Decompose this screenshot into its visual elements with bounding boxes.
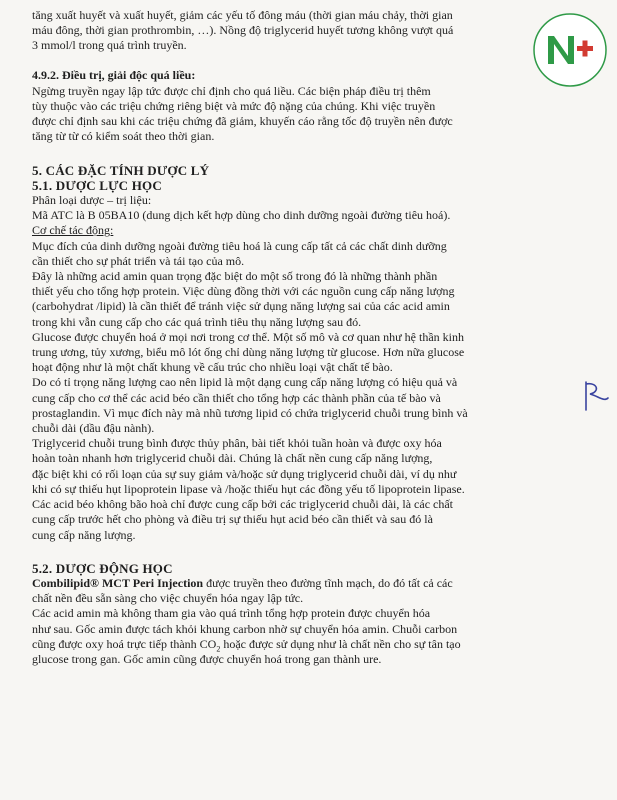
paragraph-text: hoặc được sử dụng như là chất nền cho sự tân tạo <box>220 636 461 651</box>
subscript: 2 <box>216 644 221 654</box>
paragraph-line: (carbohydrat /lipid) là cần thiết để tránh việc sử dụng năng lượng sai của các acid amin <box>32 299 450 314</box>
document-page <box>32 8 577 667</box>
section-heading-5: 5. CÁC ĐẶC TÍNH DƯỢC LÝ <box>32 162 210 178</box>
paragraph-line: Các acid béo không bão hoà chỉ được cung cấp bởi các triglycerid chuỗi dài, là các chất <box>32 497 454 512</box>
paragraph-line: hoàn toàn nhanh hơn triglycerid chuỗi dài. Chúng là chất nền cung cấp năng lượng, <box>32 451 433 466</box>
paragraph-line: cung cấp cho cơ thể các acid béo cần thiết cho tổng hợp các thành phần của tế bào và <box>32 390 441 405</box>
paragraph-line: Ngừng truyền ngay lập tức được chỉ định cho quá liều. Các biện pháp điều trị thêm <box>32 83 431 98</box>
paragraph-line: tùy thuộc vào các triệu chứng riêng biệt và mức độ nặng của chúng. Khi việc truyền <box>32 99 436 114</box>
paragraph-line: Glucose được chuyển hoá ở mọi nơi trong cơ thể. Một số mô và cơ quan như hệ thần kinh <box>32 329 464 344</box>
paragraph-line: tăng từ từ có kiểm soát theo thời gian. <box>32 129 215 144</box>
paragraph-line: cung cấp trước hết cho phòng và điều trị sự thiếu hụt acid béo cần thiết và sau đó là <box>32 512 433 527</box>
product-name: Combilipid® MCT Peri Injection <box>32 575 204 590</box>
paragraph-line <box>32 576 577 591</box>
paragraph-line: Đây là những acid amin quan trọng đặc biệt do một số trong đó là những thành phần <box>32 269 438 284</box>
paragraph-line: trung ương, tủy xương, biểu mô lót ống chỉ dùng năng lượng từ glucose. Hơn nữa glucose <box>32 345 465 360</box>
paragraph-line: prostaglandin. Vì mục đích này mà nhũ tương lipid có chứa triglycerid chuỗi trung bình và <box>32 405 468 420</box>
paragraph-text: cũng được oxy hoá trực tiếp thành CO <box>32 636 217 651</box>
paragraph-line: đặc biệt khi có rối loạn của sự suy giảm và/hoặc sử dụng triglycerid chuỗi dài, ví dụ như <box>32 466 457 481</box>
intro-line: máu đông, thời gian prothrombin, …). Nồng độ triglycerid huyết tương không vượt quá <box>32 23 454 38</box>
paragraph-text: được truyền theo đường tĩnh mạch, do đó tất cả các <box>203 575 453 590</box>
paragraph-line: Do có tỉ trọng năng lượng cao nên lipid là một dạng cung cấp năng lượng có hiệu quả và <box>32 375 458 390</box>
paragraph-line: khi có sự thiếu hụt lipoprotein lipase và /hoặc thiếu hụt các đồng yếu tố lipoprotein lipase. <box>32 481 465 496</box>
paragraph-line: hoạt động như là một chất khung về cấu trúc cho nhiều loại vật chất tế bào. <box>32 360 393 375</box>
paragraph-line: cần thiết cho sự phát triển và tái tạo của mô. <box>32 253 245 268</box>
atc-code: Mã ATC là B 05BA10 (dung dịch kết hợp dùng cho dinh dưỡng ngoài đường tiêu hoá). <box>32 208 451 223</box>
paragraph-line <box>32 637 577 652</box>
section-heading-5-2: 5.2. DƯỢC ĐỘNG HỌC <box>32 560 173 576</box>
paragraph-line: trong khi vẫn cung cấp cho các quá trình tiêu thụ năng lượng sau đó. <box>32 314 362 329</box>
paragraph-line: chất nền đều sẵn sàng cho việc chuyển hóa ngay lập tức. <box>32 591 304 606</box>
paragraph-line: được chỉ định sau khi các triệu chứng đã giảm, khuyến cáo rằng tốc độ truyền nên được <box>32 114 453 129</box>
section-heading-5-1: 5.1. DƯỢC LỰC HỌC <box>32 177 162 193</box>
paragraph-line: Mục đích của dinh dưỡng ngoài đường tiêu hoá là cung cấp tất cả các chất dinh dưỡng <box>32 238 447 253</box>
classification-label: Phân loại dược – trị liệu: <box>32 193 152 208</box>
paragraph-line: chuỗi dài (dầu đậu nành). <box>32 421 155 436</box>
signature-mark <box>578 378 612 414</box>
paragraph-line: cung cấp năng lượng. <box>32 527 136 542</box>
paragraph-line: Triglycerid chuỗi trung bình được thủy phân, bài tiết khỏi tuần hoàn và được oxy hóa <box>32 436 442 451</box>
paragraph-line: như sau. Gốc amin được tách khỏi khung carbon nhờ sự chuyển hóa amin. Chuỗi carbon <box>32 621 458 636</box>
paragraph-line: thiết yếu cho tổng hợp protein. Việc dùng đồng thời với các nguồn cung cấp năng lượng <box>32 284 455 299</box>
paragraph-line: glucose trong gan. Gốc amin cũng được chuyển hoá trong gan thành ure. <box>32 651 382 666</box>
section-heading-4-9-2: 4.9.2. Điều trị, giải độc quá liều: <box>32 67 196 82</box>
paragraph-line: Các acid amin mà không tham gia vào quá trình tổng hợp protein được chuyển hóa <box>32 606 431 621</box>
intro-line: tăng xuất huyết và xuất huyết, giảm các yếu tố đông máu (thời gian máu chảy, thời gian <box>32 8 453 22</box>
mechanism-label: Cơ chế tác động: <box>32 223 114 238</box>
intro-line: 3 mmol/l trong quá trình truyền. <box>32 38 187 53</box>
